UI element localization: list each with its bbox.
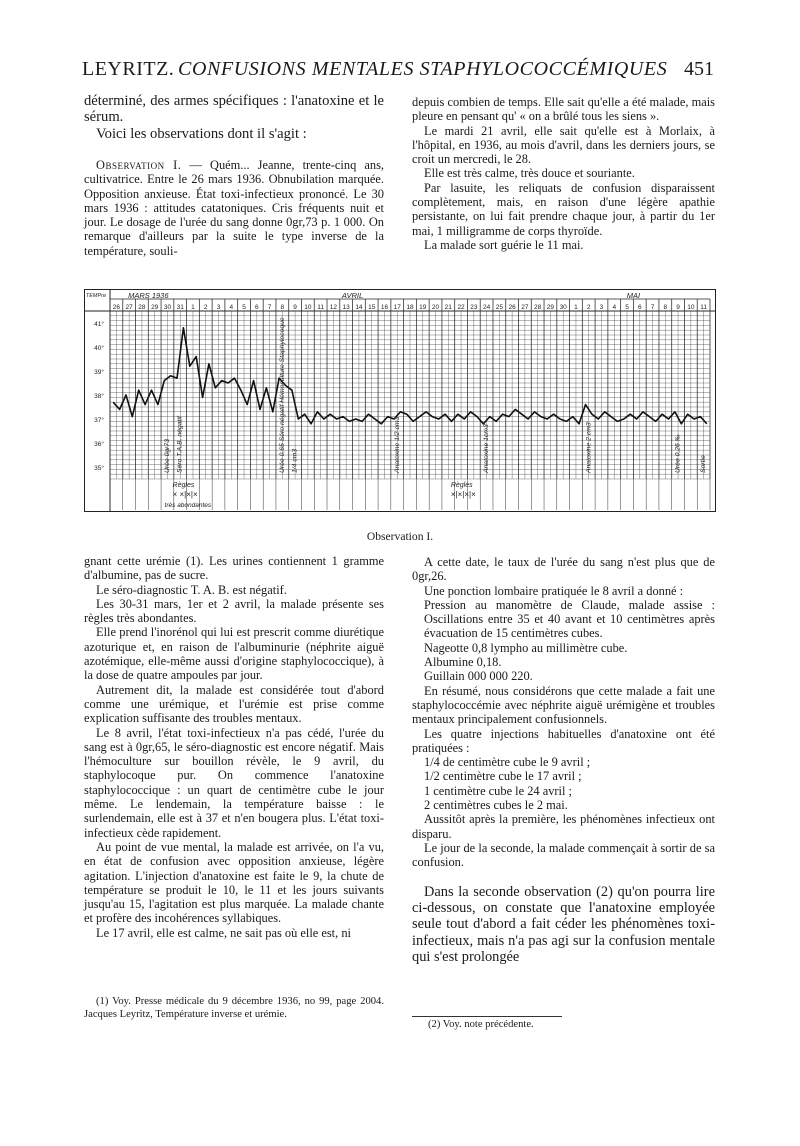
lumbar-line-4: Guillain 000 000 220. [424,669,533,684]
chart-day-label: 13 [342,304,350,311]
injection-4: 2 centimètres cubes le 2 mai. [424,798,568,813]
chart-regles-april-marks: ×|×|×|× [450,490,476,499]
chart-y-tick: 36° [94,441,104,448]
chart-annotation: 1/4 cm3 [291,448,299,473]
chart-annotation: Anatoxine 2 cm3 [585,422,593,473]
injection-2: 1/2 centimètre cube le 17 avril ; [424,769,582,784]
footnote-1 [84,996,384,1021]
chart-day-label: 31 [176,304,184,311]
chart-day-label: 5 [625,304,629,311]
chart-day-label: 9 [293,304,297,311]
bottom-left-column [84,554,384,940]
chart-day-label: 19 [419,304,427,311]
chart-day-label: 26 [112,304,121,311]
chart-annotation: Séro T.A.B. négatif [176,416,184,473]
chart-y-tick: 35° [94,465,104,472]
chart-day-label: 18 [406,304,414,311]
chart-day-label: 7 [650,304,655,311]
lumbar-line-3: Albumine 0,18. [424,655,502,670]
chart-day-label: 17 [393,304,401,311]
chart-day-label: 3 [216,304,221,311]
chart-day-label: 16 [380,304,389,311]
observation-1-label: Observation I. [96,158,182,172]
top-right-p3: Elle est très calme, très douce et souriante. [424,166,635,181]
chart-day-label: 12 [329,304,338,311]
bottom-left-p3: Les 30-31 mars, 1er et 2 avril, la malade présente ses règles très abondantes. [84,596,384,626]
bottom-left-p8: Le 17 avril, elle est calme, ne sait pas où elle est, ni [96,925,351,940]
chart-regles-march-label: Règles [172,482,195,489]
observation-1-text: — Quém... Jeanne, trente-cinq ans, cultivatrice. Entre le 26 mars 1936. Obnubilation marquée. Opposition anxieuse. État toxi-infectieux prononcé. Le 30 mars 1936 : attitudes catatoniques. Cris fréquents nuit et jour. Le dosage de l'urée du sang donne 0gr,73 p. 1 000. On remarque d'ailleurs par la suite le type inverse de la température, souli- [84,158,384,258]
chart-day-label: 24 [482,304,491,311]
chart-day-label: 11 [317,304,325,311]
chart-day-label: 28 [534,304,542,311]
chart-day-label: 10 [687,304,695,311]
chart-y-tick: 39° [94,369,104,376]
bottom-left-p4: Elle prend l'inorénol qui lui est prescrit comme diurétique azoturique et, en raison de l'albuminurie (néphrite aiguë azotémique, elle-même aussi d'origine staphylococcique), à la dose de quatre ampoules par jour. [84,625,384,683]
chart-day-label: 28 [138,304,146,311]
top-right-column [412,95,715,252]
chart-day-label: 30 [163,304,172,311]
injection-3: 1 centimètre cube le 24 avril ; [424,783,572,798]
chart-annotation: Anatoxine 1/2 cm3 [393,416,401,473]
chart-day-label: 15 [368,304,376,311]
top-right-p4: Par lasuite, les reliquats de confusion disparaissent complètement, mais, en raison d'une légère apathie persistante, on lui fait prendre chaque jour, à partir du 1er mai, 1 milligramme de corps thyroïde. [412,180,715,238]
chart-day-label: 27 [125,304,133,311]
chart-regles-april-label: Règles [450,482,473,489]
page-number: 451 [684,58,714,80]
chart-annotation: Sortie [700,455,708,473]
chart-month-label: MAI [626,291,641,300]
bottom-right-p2: Une ponction lombaire pratiquée le 8 avril a donné : [424,583,684,598]
chart-day-label: 30 [559,304,567,311]
chart-day-label: 29 [546,304,555,311]
bottom-right-column [412,555,715,966]
lumbar-line-1: Pression au manomètre de Claude, malade assise : Oscillations entre 35 et 40 avant et 10 centimètres après évacuation de 15 centimètres cubes. [424,597,715,641]
top-right-p2: Le mardi 21 avril, elle sait qu'elle est à Morlaix, à l'hôpital, en 1936, au mois d'avril, dans les derniers jours, se croit un mercredi, le 28. [412,123,715,167]
chart-day-label: 3 [599,304,604,311]
chart-regles-march-marks: × ×|×|× [172,490,198,499]
chart-day-label: 1 [191,304,195,311]
top-right-p5: La malade sort guérie le 11 mai. [424,237,584,252]
header-title: CONFUSIONS MENTALES STAPHYLOCOCCÉMIQUES [178,58,668,80]
chart-day-label: 23 [470,304,478,311]
bottom-left-p5: Autrement dit, la malade est considérée tout d'abord comme une urémique, et l'urémie est prise comme explication suffisante des troubles mentaux. [84,682,384,726]
lead-paragraph-2: Voici les observations dont il s'agit : [96,126,307,142]
chart-annotation: Urée 0,26 ‰ [674,434,682,473]
chart-day-label: 26 [508,304,516,311]
header-author: LEYRITZ. [82,58,175,80]
chart-day-label: 6 [254,304,259,311]
chart-annotation: Urée 0gr73 [163,438,171,473]
chart-day-label: 4 [229,304,234,311]
chart-y-label: TEMPre [85,293,107,299]
lead-paragraph-1: déterminé, des armes spécifiques : l'anatoxine et le sérum. [84,93,384,125]
chart-day-label: 14 [355,304,363,311]
chart-day-label: 4 [612,304,617,311]
chart-day-label: 22 [457,304,465,311]
chart-day-label: 2 [203,304,208,311]
chart-day-label: 9 [676,304,680,311]
footnote-separator [412,1016,562,1017]
bottom-right-p5: Aussitôt après la première, les phénomènes infectieux ont disparu. [412,812,715,841]
chart-day-label: 27 [521,304,529,311]
bottom-right-p1: A cette date, le taux de l'urée du sang n'est plus que de 0gr,26. [412,555,715,584]
bottom-left-p1: gnant cette urémie (1). Les urines contiennent 1 gramme d'albumine, pas de sucre. [84,554,384,583]
footnote-2 [428,1019,714,1032]
top-right-p1: depuis combien de temps. Elle sait qu'elle a été malade, mais pleure en pensant qu' « on a brûlé tous les siens ». [412,95,715,124]
chart-day-label: 8 [280,304,285,311]
chart-y-tick: 37° [94,417,104,424]
injection-1: 1/4 de centimètre cube le 9 avril ; [424,755,591,770]
bottom-right-p3: En résumé, nous considérons que cette malade a fait une staphylococcémie avec néphrite aiguë urémigène et troubles mentaux principalement confusionnels. [412,683,715,727]
chart-y-tick: 38° [94,393,104,400]
bottom-right-big-paragraph: Dans la seconde observation (2) qu'on pourra lire ci-dessous, on constate que l'anatoxine employée seule tout d'abord a fait céder les phénomènes toxi-infectieux, mais n'a pas agi sur la confusion mentale qui s'est prolongée [412,883,715,966]
chart-day-label: 1 [574,304,578,311]
chart-day-label: 6 [637,304,642,311]
lumbar-line-2: Nageotte 0,8 lympho au millimètre cube. [424,640,628,655]
chart-day-label: 5 [242,304,246,311]
footnote-2-text: (2) Voy. note précédente. [428,1019,534,1030]
chart-month-label: MARS 1936 [128,291,169,300]
bottom-left-p6: Le 8 avril, l'état toxi-infectieux n'a pas cédé, l'urée du sang est à 0gr,65, le séro-diagnostic est encore négatif. Mais l'hémoculture sur bouillon révèle, le 9 avril, du staphylocoque pur. On commence l'anatoxine staphylococcique : un quart de centimètre cube le jour même. Le lendemain, la température baisse : le surlendemain, elle est à 37 et n'en bougera plus. L'état toxi-infectieux cède rapidement. [84,725,384,840]
chart-y-tick: 40° [94,345,104,352]
chart-regles-march-note: très abondantes [164,502,212,509]
chart-day-label: 29 [151,304,159,311]
chart-day-label: 25 [495,304,503,311]
chart-y-tick: 41° [94,321,104,328]
bottom-left-p2: Le séro-diagnostic T. A. B. est négatif. [96,582,287,597]
running-header [82,58,714,84]
chart-day-label: 21 [444,304,452,311]
chart-month-label: AVRIL [341,291,364,300]
top-left-column [84,93,384,258]
chart-day-label: 2 [586,304,591,311]
bottom-left-p7: Au point de vue mental, la malade est arrivée, on l'a vu, en état de confusion avec opposition anxieuse, légère agitation. L'injection d'anatoxine est faite le 9, la chute de température se produit le 10, le 11 et les jours suivants jusqu'au 15, l'agitation est plus marquée. La malade chante et profère des incohérences syllabiques. [84,839,384,926]
observation-1-paragraph [84,158,384,258]
bottom-right-p6: Le jour de la seconde, la malade commençait à sortir de sa confusion. [412,840,715,870]
chart-day-label: 7 [267,304,272,311]
bottom-right-p4: Les quatre injections habituelles d'anatoxine ont été pratiquées : [412,726,715,755]
chart-day-label: 20 [431,304,440,311]
chart-annotation: Anatoxine 1cm3 [483,424,491,473]
chart-annotation: Urée 0,65 Séro négatif Hémoculture Staphylocoque [278,317,286,473]
chart-day-label: 11 [700,304,707,311]
figure-caption: Observation I. [366,530,434,543]
temperature-chart [84,289,716,512]
chart-day-label: 8 [663,304,668,311]
footnote-1-text: (1) Voy. Presse médicale du 9 décembre 1936, no 99, page 2004. Jacques Leyritz, Température inverse et urémie. [84,996,384,1020]
chart-day-label: 10 [304,304,312,311]
